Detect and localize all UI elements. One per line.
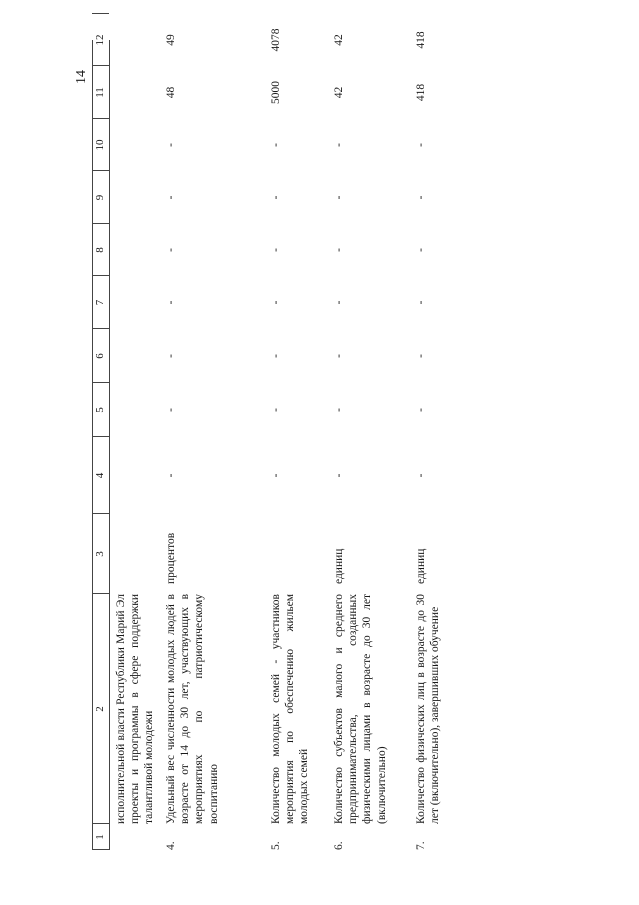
- indicator-name: Удельный вес численности молодых людей в возрасте от 14 до 30 лет, участвующих в мероприятиях по патриотическому воспитанию: [165, 594, 220, 824]
- indicator-value: 42: [333, 86, 345, 99]
- column-number-2: 2: [94, 706, 106, 712]
- row-number: 7.: [415, 841, 427, 850]
- indicator-value: -: [165, 248, 177, 252]
- indicator-value: -: [270, 354, 282, 358]
- indicator-value: -: [165, 473, 177, 478]
- unit-of-measure: единиц: [333, 548, 345, 584]
- indicator-value: -: [270, 300, 282, 305]
- indicator-value: -: [333, 300, 345, 305]
- indicator-value: -: [415, 143, 427, 147]
- indicator-value: -: [415, 408, 427, 412]
- column-number-6: 6: [94, 353, 106, 359]
- indicator-value: -: [333, 143, 345, 147]
- row-number: 5.: [270, 841, 282, 850]
- indicator-value: -: [270, 408, 282, 412]
- indicator-value: -: [415, 354, 427, 358]
- indicator-value: -: [165, 408, 177, 412]
- indicator-value: -: [333, 473, 345, 478]
- column-number-3: 3: [94, 551, 106, 557]
- indicator-value: -: [270, 473, 282, 478]
- header-bottom-border: [109, 40, 110, 850]
- indicators-table: [92, 28, 547, 860]
- column-number-1: 1: [94, 834, 106, 840]
- indicator-value: -: [270, 143, 282, 147]
- indicator-value: 4078: [270, 28, 282, 52]
- indicator-value: -: [333, 248, 345, 252]
- column-number-7: 7: [94, 299, 106, 306]
- indicator-value: 5000: [270, 81, 282, 104]
- indicator-value: 49: [165, 34, 177, 46]
- indicator-name: Количество физических лиц в возрасте до 30 лет (включительно), завершивших обучение: [415, 594, 442, 824]
- column-number-11: 11: [94, 87, 106, 98]
- indicator-value: -: [415, 473, 427, 478]
- indicator-value: [269, 0, 283, 14]
- indicator-value: 42: [333, 34, 345, 46]
- indicator-value: 418: [415, 83, 427, 102]
- indicator-value: -: [333, 354, 345, 358]
- indicator-name: исполнительной власти Республики Марий Эл проекты и программы в сфере поддержки талантливой молодежи: [115, 594, 156, 824]
- indicator-value: -: [415, 248, 427, 252]
- indicator-value: 48: [165, 86, 177, 99]
- column-number-13: [92, 0, 109, 14]
- indicator-value: [414, 0, 428, 14]
- row-number: 4.: [165, 841, 177, 850]
- indicator-value: -: [165, 354, 177, 358]
- indicator-value: 418: [415, 31, 427, 49]
- column-number-4: 4: [94, 472, 106, 479]
- indicator-value: -: [165, 143, 177, 147]
- indicator-value: -: [165, 195, 177, 200]
- column-number-12: 12: [94, 34, 106, 46]
- column-number-8: 8: [94, 247, 106, 253]
- indicator-value: -: [415, 300, 427, 305]
- unit-of-measure: единиц: [415, 548, 427, 584]
- indicator-value: [164, 0, 178, 14]
- indicator-name: Количество молодых семей - участников мероприятия по обеспечению жильем молодых семей: [270, 594, 311, 824]
- indicator-name: Количество субъектов малого и среднего предпринимательства, созданных физическими лицами в возрасте до 30 лет (включительно): [333, 594, 388, 824]
- column-number-10: 10: [94, 139, 106, 151]
- indicator-value: [332, 0, 346, 14]
- unit-of-measure: процентов: [165, 532, 177, 584]
- row-number: 6.: [333, 841, 345, 850]
- indicator-value: -: [333, 195, 345, 200]
- indicator-value: -: [270, 248, 282, 252]
- column-number-9: 9: [94, 194, 106, 201]
- page-number: 14: [74, 70, 89, 84]
- indicator-value: -: [165, 300, 177, 305]
- indicator-value: -: [415, 195, 427, 200]
- indicator-value: -: [333, 408, 345, 412]
- indicator-value: -: [270, 195, 282, 200]
- column-number-5: 5: [94, 407, 106, 413]
